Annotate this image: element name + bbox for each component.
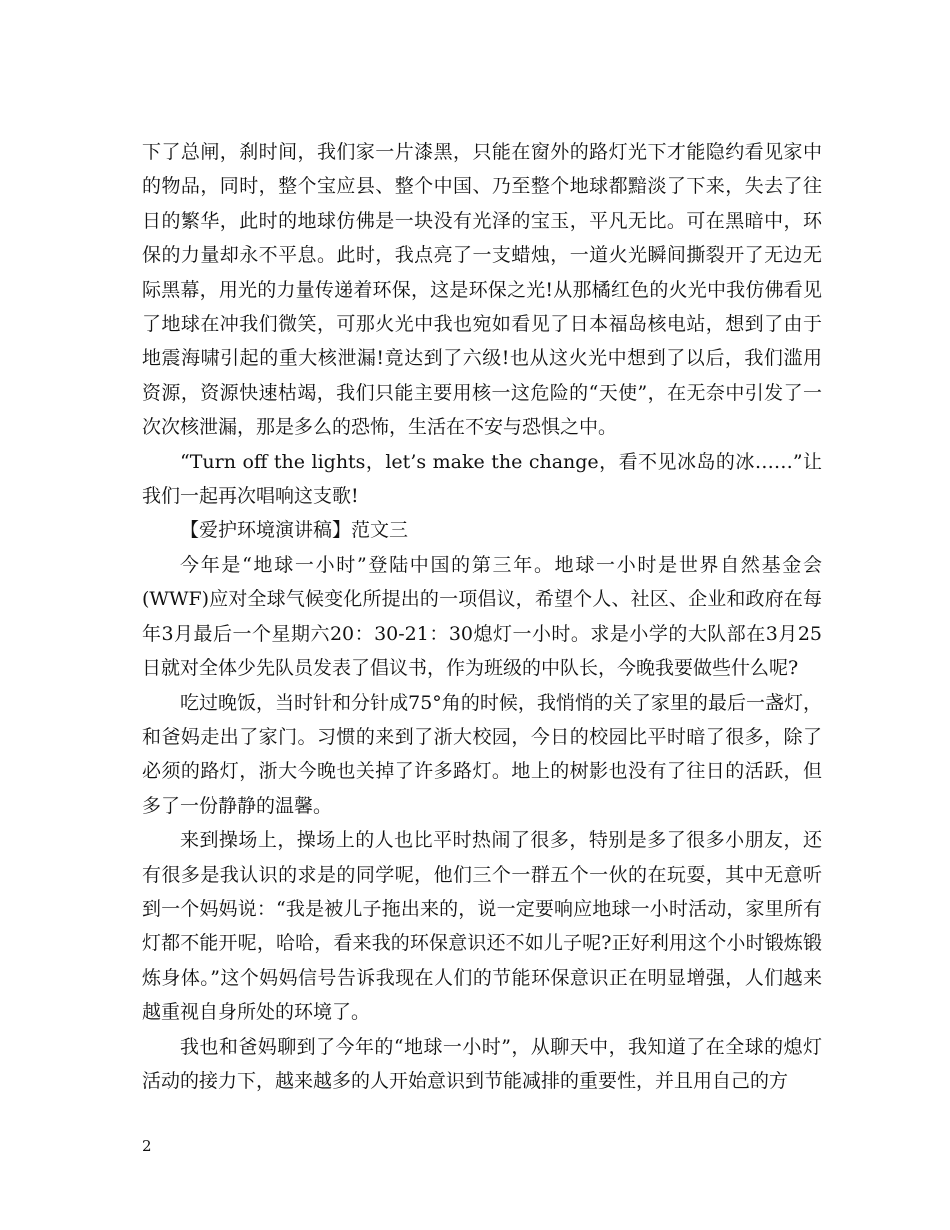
section-heading: 【爱护环境演讲稿】范文三 <box>180 519 409 542</box>
page-number: 2 <box>142 1137 152 1155</box>
paragraph-conversation: 我也和爸妈聊到了今年的“地球一小时”，从聊天中，我知道了在全球的熄灯活动的接力下，越来越多的人开始意识到节能减排的重要性，并且用自己的方 <box>142 1035 822 1092</box>
paragraph-playground: 来到操场上，操场上的人也比平时热闹了很多，特别是多了很多小朋友，还有很多是我认识的求是的同学呢，他们三个一群五个一伙的在玩耍，其中无意听到一个妈妈说：“我是被儿子拖出来的，说一定要响应地球一小时活动，家里所有灯都不能开呢，哈哈，看来我的环保意识还不如儿子呢?正好利用这个小时锻炼锻炼身体。”这个妈妈信号告诉我现在人们的节能环保意识正在明显增强，人们越来越重视自身所处的环境了。 <box>142 829 822 1024</box>
document-body <box>142 135 822 1098</box>
paragraph-earth-hour-intro: 今年是“地球一小时”登陆中国的第三年。地球一小时是世界自然基金会(WWF)应对全球气候变化所提出的一项倡议，希望个人、社区、企业和政府在每年3月最后一个星期六20：30-21：30熄灯一小时。求是小学的大队部在3月25日就对全体少先队员发表了倡议书，作为班级的中队长，今晚我要做些什么呢? <box>142 553 822 680</box>
paragraph-after-dinner: 吃过晚饭，当时针和分针成75°角的时候，我悄悄的关了家里的最后一盏灯，和爸妈走出了家门。习惯的来到了浙大校园，今日的校园比平时暗了很多，除了必须的路灯，浙大今晚也关掉了许多路灯。地上的树影也没有了往日的活跃，但多了一份静静的温馨。 <box>142 691 822 817</box>
paragraph-continued: 下了总闸，刹时间，我们家一片漆黑，只能在窗外的路灯光下才能隐约看见家中的物品，同时，整个宝应县、整个中国、乃至整个地球都黯淡了下来，失去了往日的繁华，此时的地球仿佛是一块没有光泽的宝玉，平凡无比。可在黑暗中，环保的力量却永不平息。此时，我点亮了一支蜡烛，一道火光瞬间撕裂开了无边无际黑幕，用光的力量传递着环保，这是环保之光!从那橘红色的火光中我仿佛看见了地球在冲我们微笑，可那火光中我也宛如看见了日本福岛核电站，想到了由于地震海啸引起的重大核泄漏!竟达到了六级!也从这火光中想到了以后，我们滥用资源，资源快速枯竭，我们只能主要用核一这危险的“天使”，在无奈中引发了一次次核泄漏，那是多么的恐怖，生活在不安与恐惧之中。 <box>142 141 822 439</box>
paragraph-song-quote: “Turn off the lights，let’s make the change，看不见冰岛的冰……”让我们一起再次唱响这支歌! <box>142 450 822 508</box>
